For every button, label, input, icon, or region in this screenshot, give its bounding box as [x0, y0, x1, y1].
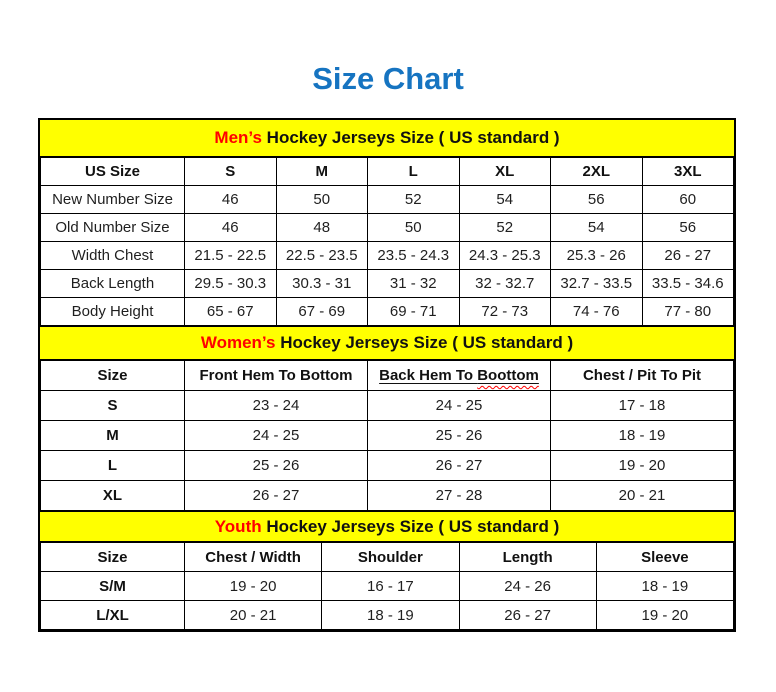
column-header: S: [185, 158, 277, 186]
column-header: Size: [41, 361, 185, 391]
table-cell: 25 - 26: [368, 421, 551, 451]
row-label: Width Chest: [41, 242, 185, 270]
column-header: XL: [459, 158, 551, 186]
table-cell: 24 - 25: [185, 421, 368, 451]
table-cell: 32 - 32.7: [459, 270, 551, 298]
table-cell: 26 - 27: [368, 451, 551, 481]
table-cell: 25 - 26: [185, 451, 368, 481]
womens-header-row: [41, 361, 734, 391]
table-row: [41, 298, 734, 326]
table-cell: 48: [276, 214, 368, 242]
table-cell: 74 - 76: [551, 298, 643, 326]
table-row: [41, 214, 734, 242]
table-cell: 23.5 - 24.3: [368, 242, 460, 270]
mens-header-row: [41, 158, 734, 186]
column-header: 2XL: [551, 158, 643, 186]
row-label: Back Length: [41, 270, 185, 298]
table-cell: 26 - 27: [185, 481, 368, 511]
column-header: Sleeve: [596, 543, 733, 572]
table-cell: 33.5 - 34.6: [642, 270, 734, 298]
column-header: [368, 361, 551, 391]
table-row: [41, 242, 734, 270]
table-cell: 19 - 20: [596, 601, 733, 630]
table-row: [41, 601, 734, 630]
table-cell: 69 - 71: [368, 298, 460, 326]
table-row: [41, 270, 734, 298]
column-header: US Size: [41, 158, 185, 186]
table-cell: 25.3 - 26: [551, 242, 643, 270]
table-cell: 26 - 27: [459, 601, 596, 630]
row-label: L: [41, 451, 185, 481]
table-cell: 65 - 67: [185, 298, 277, 326]
youth-table: [40, 542, 734, 630]
table-row: [41, 481, 734, 511]
table-cell: 23 - 24: [185, 391, 368, 421]
womens-table: [40, 360, 734, 511]
table-row: [41, 421, 734, 451]
column-header: Shoulder: [322, 543, 459, 572]
table-cell: 19 - 20: [185, 572, 322, 601]
womens-band-highlight: Women’s: [200, 333, 276, 352]
table-row: [41, 186, 734, 214]
table-row: [41, 391, 734, 421]
table-cell: 52: [368, 186, 460, 214]
table-cell: 22.5 - 23.5: [276, 242, 368, 270]
misspelled-word: Boottom: [477, 367, 539, 384]
column-header: 3XL: [642, 158, 734, 186]
table-cell: 56: [642, 214, 734, 242]
table-cell: 46: [185, 214, 277, 242]
column-header: Size: [41, 543, 185, 572]
table-cell: 30.3 - 31: [276, 270, 368, 298]
column-header: L: [368, 158, 460, 186]
table-cell: 26 - 27: [642, 242, 734, 270]
row-label: M: [41, 421, 185, 451]
youth-band-text: Hockey Jerseys Size ( US standard ): [261, 516, 560, 536]
table-cell: 32.7 - 33.5: [551, 270, 643, 298]
row-label: New Number Size: [41, 186, 185, 214]
table-cell: 24.3 - 25.3: [459, 242, 551, 270]
table-cell: 52: [459, 214, 551, 242]
row-label: Body Height: [41, 298, 185, 326]
table-cell: 56: [551, 186, 643, 214]
column-header: Length: [459, 543, 596, 572]
table-cell: 17 - 18: [551, 391, 734, 421]
table-cell: 50: [276, 186, 368, 214]
table-cell: 20 - 21: [551, 481, 734, 511]
table-cell: 29.5 - 30.3: [185, 270, 277, 298]
table-cell: 67 - 69: [276, 298, 368, 326]
table-cell: 60: [642, 186, 734, 214]
womens-band-text: Hockey Jerseys Size ( US standard ): [275, 333, 574, 352]
table-row: [41, 451, 734, 481]
underlined-label: Back Hem To Boottom: [379, 367, 539, 384]
page-title: Size Chart: [312, 61, 464, 96]
table-cell: 21.5 - 22.5: [185, 242, 277, 270]
table-cell: 24 - 25: [368, 391, 551, 421]
table-cell: 77 - 80: [642, 298, 734, 326]
table-cell: 20 - 21: [185, 601, 322, 630]
row-label: S: [41, 391, 185, 421]
row-label: Old Number Size: [41, 214, 185, 242]
mens-band-highlight: Men’s: [214, 128, 262, 147]
table-cell: 54: [551, 214, 643, 242]
youth-band-highlight: Youth: [214, 516, 262, 536]
column-header: Front Hem To Bottom: [185, 361, 368, 391]
row-label: S/M: [41, 572, 185, 601]
womens-section-band: [40, 326, 734, 360]
size-chart: [38, 118, 736, 632]
table-cell: 18 - 19: [322, 601, 459, 630]
table-cell: 72 - 73: [459, 298, 551, 326]
table-row: [41, 572, 734, 601]
row-label: XL: [41, 481, 185, 511]
table-cell: 19 - 20: [551, 451, 734, 481]
table-cell: 27 - 28: [368, 481, 551, 511]
mens-band-text: Hockey Jerseys Size ( US standard ): [261, 128, 560, 147]
column-header: Chest / Width: [185, 543, 322, 572]
youth-section-band: [40, 511, 734, 542]
mens-table: [40, 157, 734, 326]
table-cell: 31 - 32: [368, 270, 460, 298]
table-cell: 50: [368, 214, 460, 242]
table-cell: 54: [459, 186, 551, 214]
table-cell: 18 - 19: [596, 572, 733, 601]
column-header: Chest / Pit To Pit: [551, 361, 734, 391]
row-label: L/XL: [41, 601, 185, 630]
table-cell: 24 - 26: [459, 572, 596, 601]
table-cell: 16 - 17: [322, 572, 459, 601]
column-header: M: [276, 158, 368, 186]
table-cell: 46: [185, 186, 277, 214]
table-cell: 18 - 19: [551, 421, 734, 451]
mens-section-band: [40, 120, 734, 157]
youth-header-row: [41, 543, 734, 572]
